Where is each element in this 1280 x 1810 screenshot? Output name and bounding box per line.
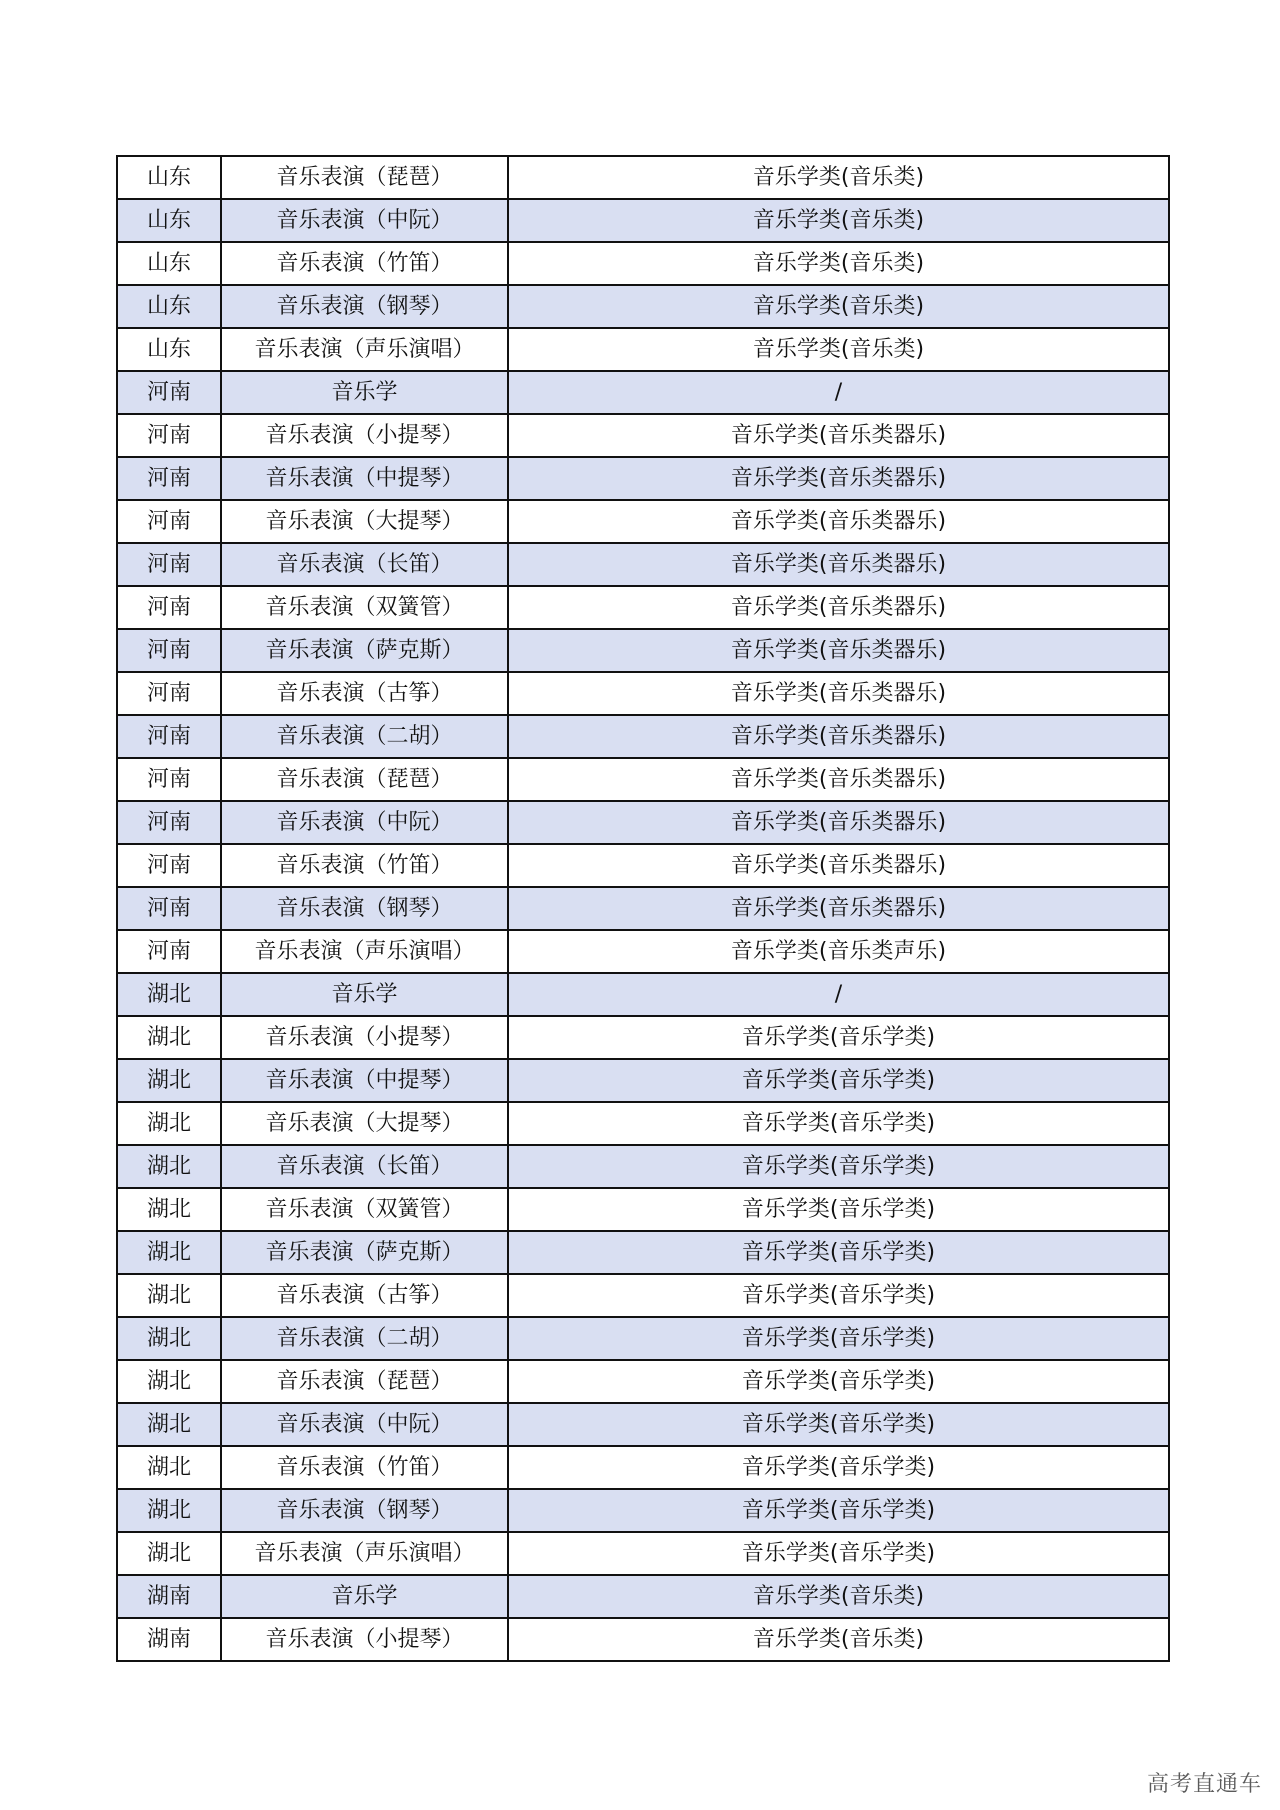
category-cell: 音乐学类(音乐类器乐) [508,715,1169,758]
category-cell: 音乐学类(音乐类) [508,242,1169,285]
major-cell: 音乐表演（二胡） [221,1317,508,1360]
major-cell: 音乐学 [221,973,508,1016]
table-row [117,1231,1169,1274]
province-cell: 湖北 [117,1489,221,1532]
table-row [117,715,1169,758]
table-row [117,500,1169,543]
category-cell: 音乐学类(音乐类器乐) [508,414,1169,457]
table-row [117,1575,1169,1618]
category-cell: 音乐学类(音乐学类) [508,1446,1169,1489]
province-cell: 湖北 [117,1016,221,1059]
major-cell: 音乐表演（二胡） [221,715,508,758]
province-cell: 湖北 [117,1274,221,1317]
province-cell: 湖北 [117,1532,221,1575]
province-cell: 河南 [117,457,221,500]
province-cell: 山东 [117,285,221,328]
table-row [117,199,1169,242]
province-cell: 湖北 [117,1145,221,1188]
table-body [117,156,1169,1661]
major-cell: 音乐表演（中提琴） [221,457,508,500]
province-cell: 湖北 [117,1317,221,1360]
province-cell: 湖北 [117,1188,221,1231]
province-cell: 湖北 [117,1059,221,1102]
major-cell: 音乐表演（竹笛） [221,844,508,887]
table-row [117,930,1169,973]
major-cell: 音乐学 [221,1575,508,1618]
table-row [117,844,1169,887]
province-cell: 湖南 [117,1618,221,1661]
category-cell: 音乐学类(音乐类) [508,1618,1169,1661]
table-row [117,156,1169,199]
category-cell: 音乐学类(音乐类) [508,1575,1169,1618]
category-cell: 音乐学类(音乐学类) [508,1274,1169,1317]
category-cell: 音乐学类(音乐类) [508,285,1169,328]
table-row [117,1360,1169,1403]
province-cell: 河南 [117,715,221,758]
major-cell: 音乐表演（中阮） [221,801,508,844]
table-row [117,672,1169,715]
table-row [117,1618,1169,1661]
province-cell: 湖北 [117,1231,221,1274]
table-row [117,1317,1169,1360]
major-category-table [116,155,1170,1662]
table-row [117,543,1169,586]
table-row [117,1446,1169,1489]
table-row [117,758,1169,801]
category-cell: 音乐学类(音乐类器乐) [508,801,1169,844]
province-cell: 河南 [117,414,221,457]
table-row [117,973,1169,1016]
province-cell: 湖北 [117,973,221,1016]
province-cell: 河南 [117,586,221,629]
province-cell: 山东 [117,199,221,242]
category-cell: 音乐学类(音乐学类) [508,1016,1169,1059]
province-cell: 河南 [117,672,221,715]
table-row [117,1489,1169,1532]
province-cell: 河南 [117,887,221,930]
province-cell: 河南 [117,758,221,801]
major-cell: 音乐学 [221,371,508,414]
category-cell: 音乐学类(音乐类器乐) [508,629,1169,672]
province-cell: 河南 [117,930,221,973]
major-cell: 音乐表演（小提琴） [221,414,508,457]
category-cell: 音乐学类(音乐学类) [508,1532,1169,1575]
table-row [117,414,1169,457]
table-row [117,1145,1169,1188]
province-cell: 山东 [117,242,221,285]
table-row [117,629,1169,672]
category-cell: 音乐学类(音乐类器乐) [508,586,1169,629]
table-row [117,1016,1169,1059]
major-cell: 音乐表演（琵琶） [221,156,508,199]
table-row [117,887,1169,930]
major-cell: 音乐表演（钢琴） [221,887,508,930]
province-cell: 河南 [117,543,221,586]
major-cell: 音乐表演（大提琴） [221,500,508,543]
category-cell: 音乐学类(音乐学类) [508,1317,1169,1360]
table-row [117,1274,1169,1317]
major-cell: 音乐表演（声乐演唱） [221,328,508,371]
category-cell: 音乐学类(音乐学类) [508,1102,1169,1145]
major-cell: 音乐表演（钢琴） [221,1489,508,1532]
table-row [117,242,1169,285]
province-cell: 河南 [117,371,221,414]
category-cell: 音乐学类(音乐类器乐) [508,457,1169,500]
category-cell: 音乐学类(音乐学类) [508,1231,1169,1274]
table-row [117,371,1169,414]
major-cell: 音乐表演（大提琴） [221,1102,508,1145]
province-cell: 河南 [117,801,221,844]
major-cell: 音乐表演（钢琴） [221,285,508,328]
province-cell: 湖南 [117,1575,221,1618]
table-row [117,801,1169,844]
category-cell: / [508,973,1169,1016]
category-cell: 音乐学类(音乐类器乐) [508,543,1169,586]
major-cell: 音乐表演（萨克斯） [221,1231,508,1274]
table-row [117,1102,1169,1145]
province-cell: 湖北 [117,1102,221,1145]
category-cell: 音乐学类(音乐类器乐) [508,500,1169,543]
table-row [117,457,1169,500]
table-row [117,1188,1169,1231]
category-cell: 音乐学类(音乐类器乐) [508,887,1169,930]
category-cell: 音乐学类(音乐类器乐) [508,844,1169,887]
category-cell: 音乐学类(音乐类) [508,199,1169,242]
major-cell: 音乐表演（中阮） [221,199,508,242]
major-cell: 音乐表演（古筝） [221,1274,508,1317]
major-cell: 音乐表演（长笛） [221,1145,508,1188]
major-cell: 音乐表演（竹笛） [221,242,508,285]
category-cell: / [508,371,1169,414]
category-cell: 音乐学类(音乐学类) [508,1403,1169,1446]
category-cell: 音乐学类(音乐学类) [508,1188,1169,1231]
major-cell: 音乐表演（中阮） [221,1403,508,1446]
province-cell: 山东 [117,156,221,199]
table-row [117,586,1169,629]
province-cell: 河南 [117,629,221,672]
category-cell: 音乐学类(音乐学类) [508,1489,1169,1532]
category-cell: 音乐学类(音乐学类) [508,1145,1169,1188]
table-row [117,1059,1169,1102]
major-cell: 音乐表演（古筝） [221,672,508,715]
major-cell: 音乐表演（声乐演唱） [221,930,508,973]
province-cell: 湖北 [117,1446,221,1489]
major-cell: 音乐表演（长笛） [221,543,508,586]
province-cell: 河南 [117,844,221,887]
major-cell: 音乐表演（双簧管） [221,1188,508,1231]
province-cell: 河南 [117,500,221,543]
category-cell: 音乐学类(音乐类声乐) [508,930,1169,973]
category-cell: 音乐学类(音乐学类) [508,1059,1169,1102]
major-cell: 音乐表演（萨克斯） [221,629,508,672]
table-row [117,1403,1169,1446]
category-cell: 音乐学类(音乐类) [508,156,1169,199]
major-cell: 音乐表演（双簧管） [221,586,508,629]
province-cell: 湖北 [117,1360,221,1403]
category-cell: 音乐学类(音乐类器乐) [508,672,1169,715]
category-cell: 音乐学类(音乐类) [508,328,1169,371]
table-row [117,328,1169,371]
major-cell: 音乐表演（琵琶） [221,1360,508,1403]
table-row [117,1532,1169,1575]
province-cell: 山东 [117,328,221,371]
major-cell: 音乐表演（声乐演唱） [221,1532,508,1575]
watermark-text: 高考直通车 [1146,1772,1262,1797]
major-cell: 音乐表演（琵琶） [221,758,508,801]
category-cell: 音乐学类(音乐类器乐) [508,758,1169,801]
province-cell: 湖北 [117,1403,221,1446]
major-cell: 音乐表演（小提琴） [221,1618,508,1661]
major-cell: 音乐表演（竹笛） [221,1446,508,1489]
category-cell: 音乐学类(音乐学类) [508,1360,1169,1403]
table-row [117,285,1169,328]
major-cell: 音乐表演（中提琴） [221,1059,508,1102]
major-cell: 音乐表演（小提琴） [221,1016,508,1059]
